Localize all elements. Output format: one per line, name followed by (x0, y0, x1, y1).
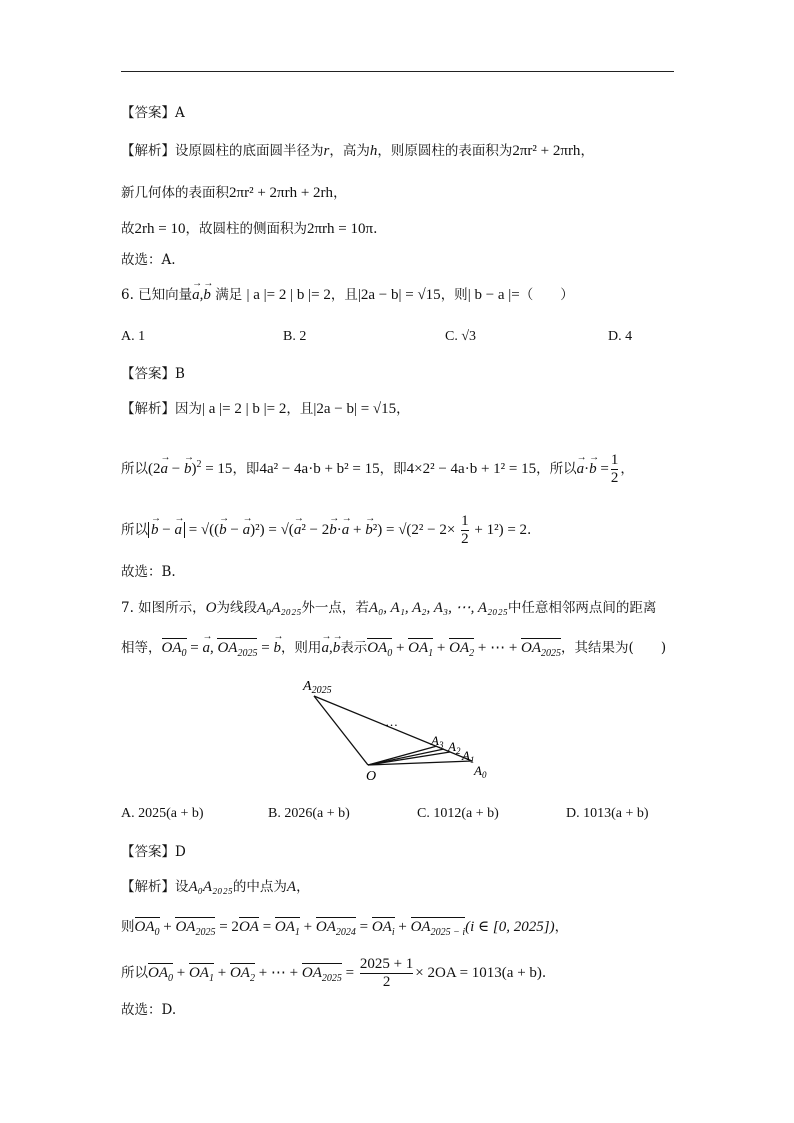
q7-conclusion (121, 1000, 176, 1020)
label-a0: $A_0$ (474, 763, 487, 780)
label-a1: $A_1$ (462, 748, 475, 765)
text: ， (333, 185, 347, 201)
text: 设 (175, 879, 189, 895)
q6-option-b[interactable]: B. 2 (283, 329, 307, 344)
var-a: A (286, 879, 297, 895)
frac-num: 1 (461, 513, 469, 529)
q7-option-d[interactable]: D. 1013(a + b) (566, 806, 649, 821)
vec-sum: $OA_0$ (367, 640, 393, 659)
text: 7. 如图所示， (121, 600, 206, 616)
q6-stem (121, 285, 574, 305)
result: × 2OA = 1013(a + b) (415, 965, 542, 981)
ask-b-a: | b − a |= (467, 287, 520, 303)
text: ，且 (286, 401, 314, 417)
text: ，高为 (329, 143, 370, 159)
text: 相等， (121, 640, 162, 656)
cond-magnitudes: | a |= 2 | b |= 2 (202, 401, 287, 417)
text: 所以 (121, 461, 148, 477)
q5-analysis-line2 (121, 183, 347, 203)
text: 所以 (121, 522, 148, 538)
answer-label: 【答案】B (121, 366, 185, 382)
text: ，即 (379, 461, 407, 477)
q6-analysis-line2 (121, 452, 634, 487)
answer-label: 【答案】A (121, 105, 185, 121)
q7-figure (300, 676, 510, 786)
text: 所以 (121, 965, 148, 981)
eq-expand: 4a² − 4a·b + b² = 15 (259, 461, 380, 477)
q7-stem-line1 (121, 598, 656, 618)
conclusion: 故选：B. (121, 564, 176, 580)
text: 外一点，若 (301, 600, 369, 616)
frac-num: 2025 + 1 (359, 956, 414, 972)
label-a3: $A_3$ (431, 733, 444, 750)
text: ，则原圆柱的表面积为 (377, 143, 513, 159)
eq: = (257, 640, 274, 656)
label-a2: $A_2$ (448, 739, 461, 756)
q6-option-c[interactable]: C. √3 (445, 329, 477, 344)
q7-analysis-line3: 所以$OA_0 + OA_1 + OA_2$ + ⋯ + $OA_{2025}$ = $\frac{2025 + 1}{2}$ × 2OA = 1013(a + b). (121, 956, 547, 990)
text: ，所以 (536, 461, 577, 477)
text: 新几何体的表面积 (121, 185, 229, 201)
text: ，则 (440, 287, 468, 303)
segment: A₀A₂₀₂₅ (188, 879, 233, 895)
text: ，即 (232, 461, 260, 477)
line-o-a2025 (314, 696, 368, 765)
text: ， (620, 461, 634, 477)
answer-label: 【答案】D (121, 844, 186, 860)
comma: , (199, 287, 204, 303)
comma: , (209, 640, 218, 656)
q5-answer (121, 103, 185, 123)
analysis-label: 【解析】 (121, 879, 175, 895)
answer-paren: （ ） (519, 287, 574, 303)
q6-analysis-line3 (121, 513, 531, 548)
fraction-half (611, 452, 619, 487)
analysis-label: 【解析】 (121, 401, 175, 417)
vec-oa2025: $OA_{2025}$ (217, 640, 258, 659)
text: 的中点为 (232, 879, 287, 895)
label-a2025: $A_{2025}$ (303, 679, 332, 696)
text: ，其结果为( ) (561, 640, 667, 656)
cond-magnitudes: | a |= 2 | b |= 2 (246, 287, 331, 303)
q6-answer (121, 364, 185, 384)
expr-2rh: 2rh = 10 (134, 221, 186, 237)
q6-option-a[interactable]: A. 1 (121, 329, 146, 344)
text: ，且 (330, 287, 358, 303)
text: 故 (121, 221, 135, 237)
comma: , (328, 640, 333, 656)
text: ，故圆柱的侧面积为 (185, 221, 307, 237)
fraction-half-2 (461, 513, 469, 548)
eq: = (186, 640, 203, 656)
text: . (527, 522, 532, 538)
conclusion: 故选：A. (121, 252, 176, 268)
text: ， (554, 919, 569, 935)
text: 表示 (340, 640, 368, 656)
dot-product: → a·→ b = (577, 461, 609, 477)
expr-lateral: 2πrh = 10π (306, 221, 374, 237)
var-o: O (205, 600, 217, 616)
text: 则 (121, 919, 135, 935)
text: ， (296, 879, 310, 895)
expr-square: (2→ a − → b)$^2$ (148, 461, 205, 477)
q7-option-b[interactable]: B. 2026(a + b) (268, 806, 350, 821)
text: 为线段 (216, 600, 258, 616)
q6-conclusion (121, 562, 176, 582)
q7-option-c[interactable]: C. 1012(a + b) (417, 806, 499, 821)
q5-conclusion (121, 250, 176, 270)
frac-num: 1 (610, 452, 619, 468)
result: = 2 (507, 522, 528, 538)
text: ， (396, 401, 410, 417)
q5-analysis-line1 (121, 141, 594, 161)
text: ，则用 (280, 640, 322, 656)
index-condition: (i ∈ [0, 2025]) (465, 919, 555, 935)
cond-2a-b: |2a − b| = √15 (313, 401, 397, 417)
eq-sub: 4×2² − 4a·b + 1² = 15 (406, 461, 537, 477)
text: 设原圆柱的底面圆半径为 (175, 143, 324, 159)
text: 因为 (175, 401, 202, 417)
vec-b: → b (333, 638, 341, 658)
frac-den: 2 (461, 531, 469, 547)
eq-tail: + 1²) (470, 522, 508, 538)
var-r: r (323, 143, 330, 159)
q6-analysis-line1 (121, 399, 410, 419)
segment: A₀A₂₀₂₅ (257, 600, 302, 616)
frac-den: 2 (360, 973, 413, 991)
points-list: A₀, A₁, A₂, A₃, ⋯, A₂₀₂₅ (368, 600, 508, 616)
text: ， (580, 143, 594, 159)
vec-a: → a (192, 285, 200, 305)
vec-b: → b (273, 638, 281, 658)
analysis-label: 【解析】 (121, 143, 175, 159)
frac-den: 2 (610, 470, 619, 486)
text: 6. 已知向量 (121, 287, 193, 303)
label-dots: … (386, 714, 398, 729)
vec-a: → a (321, 638, 329, 658)
var-h: h (369, 143, 378, 159)
text: . (373, 221, 378, 237)
q7-stem-line2: 相等，$OA_0$ = → a, $OA_{2025}$ = → b，则用→ a,→ b表示$OA_0 + OA_1 + OA_2$ + ⋯ + $OA_{2025}$，其结果为( ) (121, 638, 666, 664)
label-o: O (366, 769, 377, 784)
cond-2a-b: |2a − b| = √15 (357, 287, 441, 303)
text: 满足 (215, 287, 243, 303)
eq-chain: = √((→ b − → a)²) = √(→ a² − 2→ b·→ a + → b²) = √(2² − 2× (185, 522, 459, 538)
header-rule (121, 71, 674, 72)
vec-oa0: $OA_0$ (161, 640, 187, 659)
expr-surface: 2πr² + 2πrh (512, 143, 581, 159)
vec-a: → a (202, 638, 210, 658)
q7-answer (121, 842, 186, 862)
q6-option-d[interactable]: D. 4 (608, 329, 633, 344)
eq-15: = 15 (205, 461, 233, 477)
expr-new-surface: 2πr² + 2πrh + 2rh (229, 185, 334, 201)
vec-b: → b (203, 285, 211, 305)
q7-option-a[interactable]: A. 2025(a + b) (121, 806, 204, 821)
q7-analysis-line1 (121, 877, 310, 897)
fraction-2026-2 (360, 956, 413, 991)
conclusion: 故选：D. (121, 1002, 177, 1018)
abs-b-a: → b − → a (148, 522, 185, 538)
q7-analysis-line2: 则$OA_0 + OA_{2025} = 2OA = OA_1 + OA_{2024} = OA_i + OA_{2025 - i}(i$ ∈ [0, 2025])， (121, 919, 569, 938)
q5-analysis-line3 (121, 219, 377, 239)
text: 中任意相邻两点间的距离 (507, 600, 657, 616)
text: . (541, 965, 547, 981)
